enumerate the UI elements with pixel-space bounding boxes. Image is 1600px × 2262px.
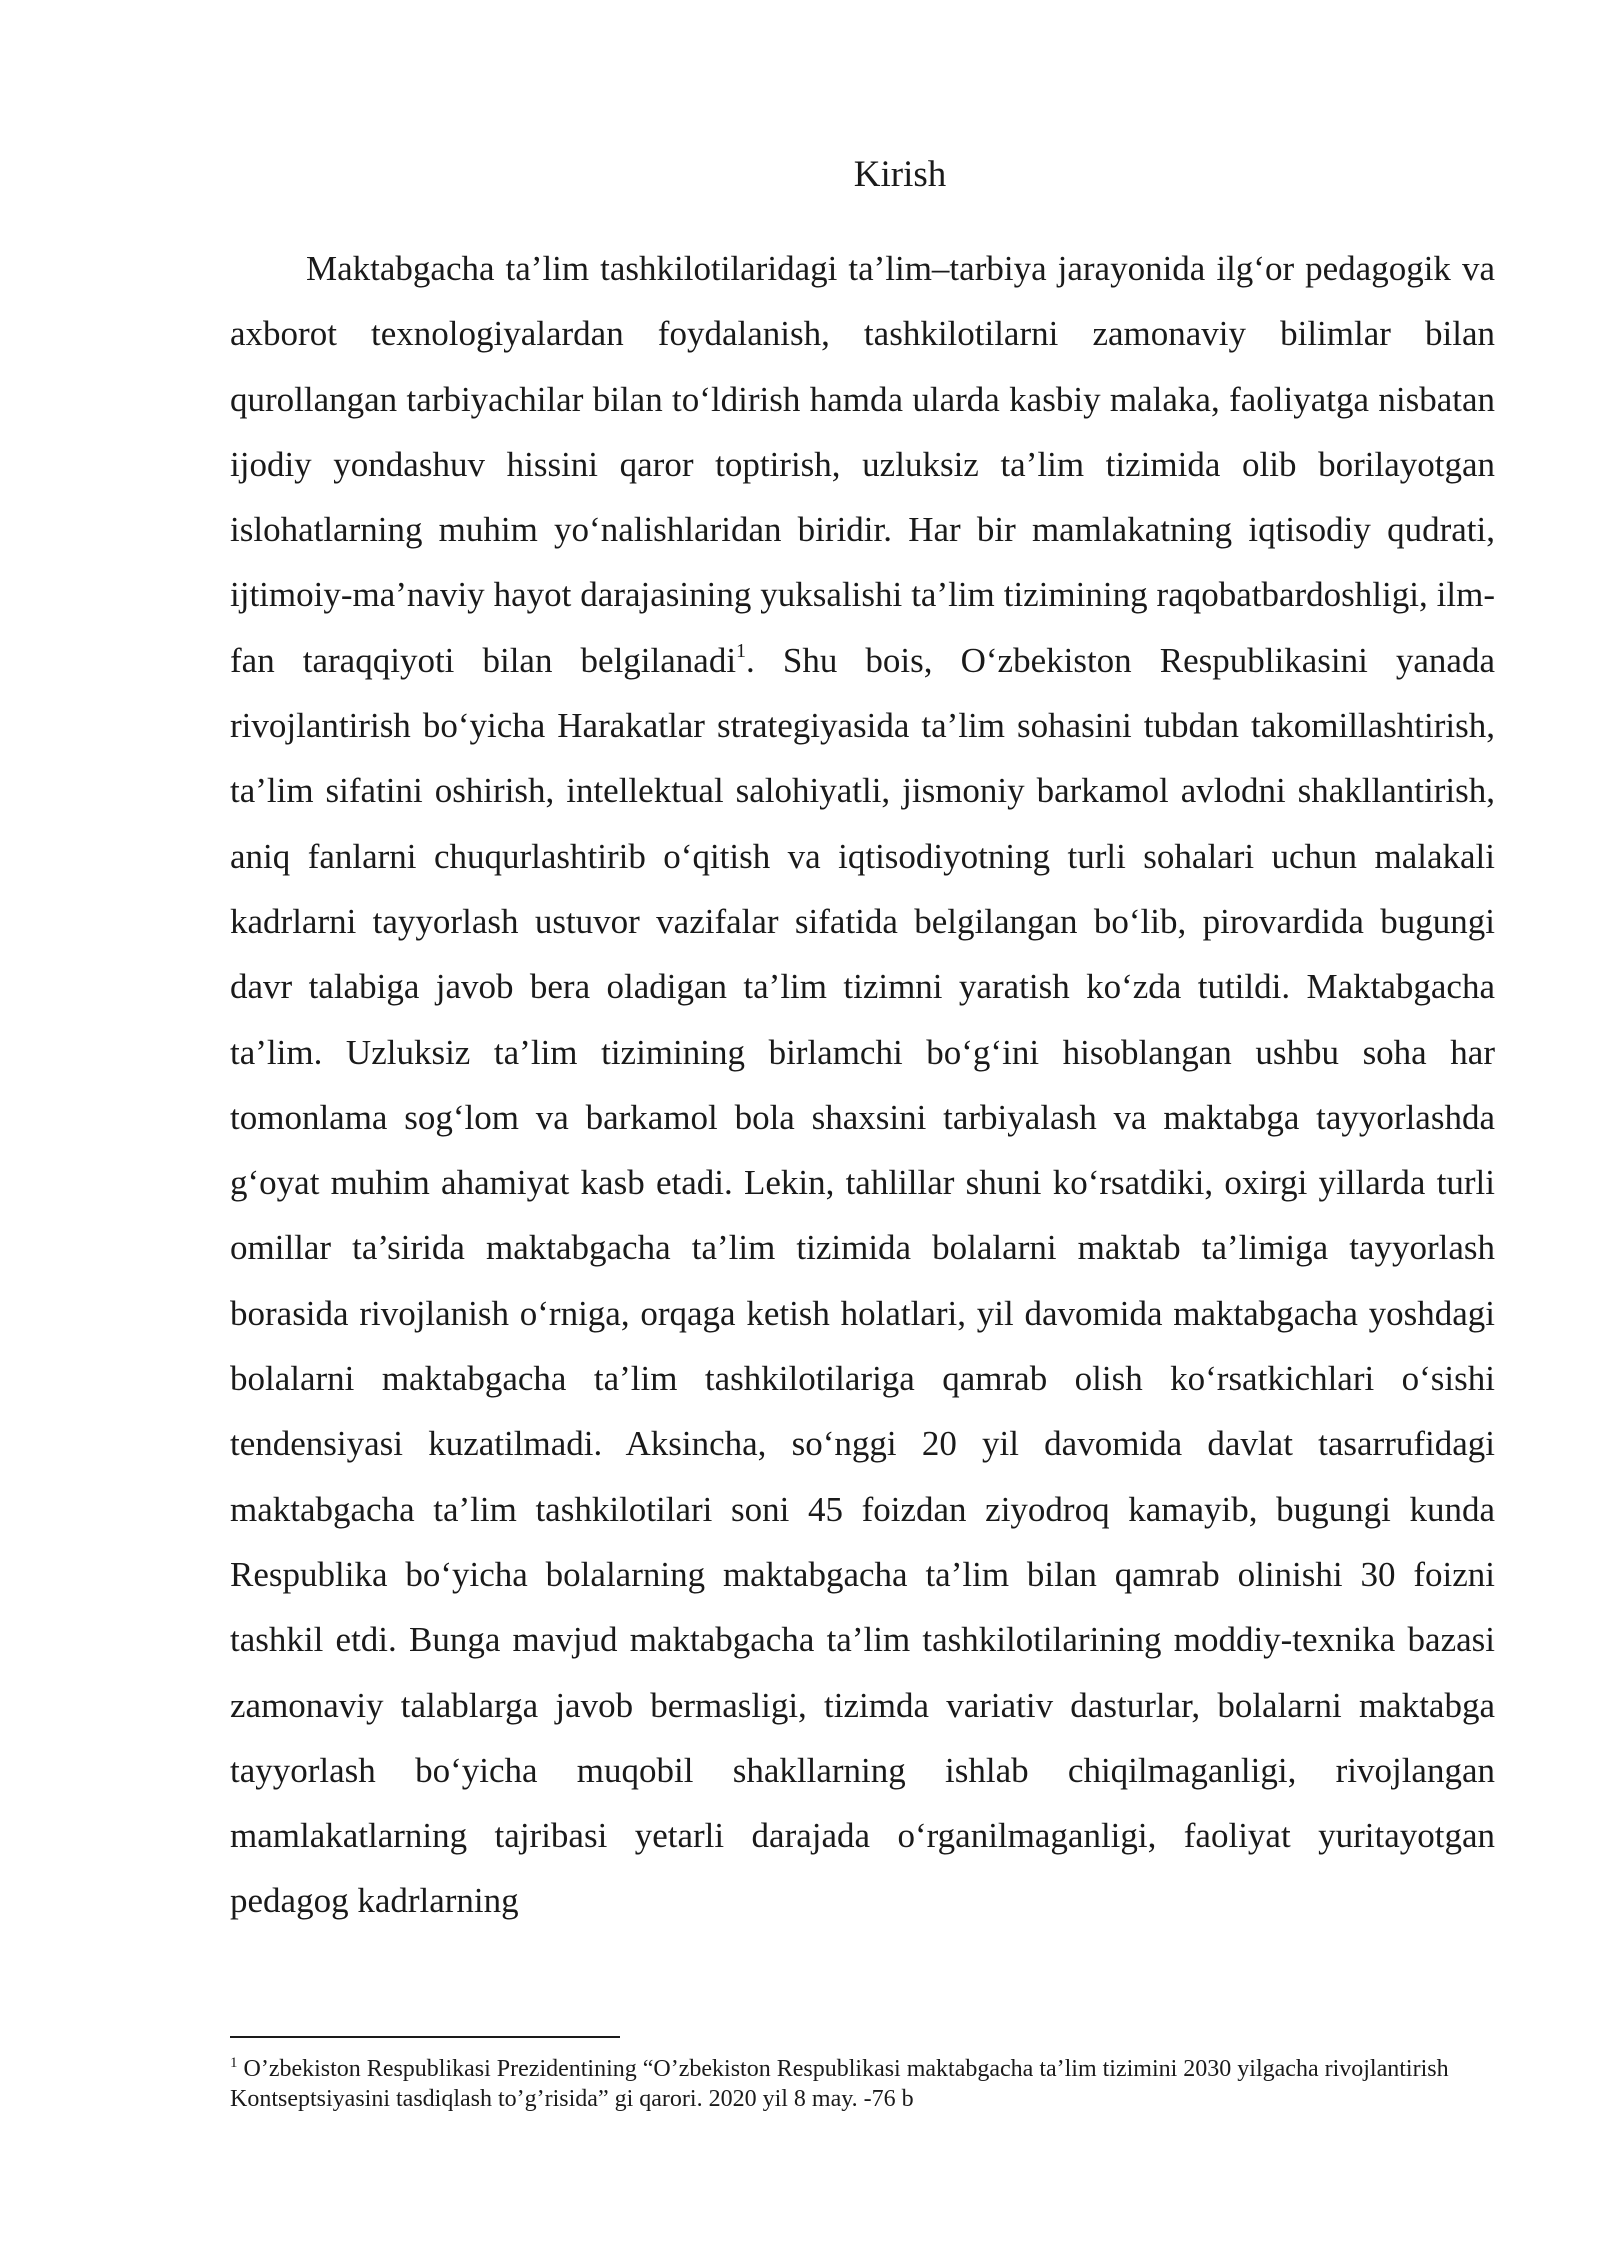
footnote-separator (230, 2036, 620, 2038)
page-heading: Kirish (853, 154, 947, 195)
footnote-reference[interactable]: 1 (736, 640, 747, 663)
footnote-text: O’zbekiston Respublikasi Prezidentining “O’zbekiston Respublikasi maktabgacha ta’lim tizimini 2030 yilgacha rivojlantirish Kontseptsiyasini tasdiqlash to’g’risida” gi qarori. 2020 yil 8 may. -76 b (230, 2056, 1449, 2112)
body-paragraph (230, 236, 1495, 1934)
footnote (230, 2054, 1495, 2114)
footnote-mark: 1 (230, 2055, 238, 2071)
paragraph-text-part-1: Maktabgacha ta’lim tashkilotilaridagi ta’lim–tarbiya jarayonida ilg‘or pedagogik va axborot texnologiyalardan foydalanish, tashkilotilarni zamonaviy bilimlar bilan qurollangan tarbiyachilar bilan to‘ldirish hamda ularda kasbiy malaka, faoliyatga nisbatan ijodiy yondashuv hissini qaror toptirish, uzluksiz ta’lim tizimida olib borilayotgan islohatlarning muhim yo‘nalishlaridan biridir. Har bir mamlakatning iqtisodiy qudrati, ijtimoiy-ma’naviy hayot darajasining yuksalishi ta’lim tizimining raqobatbardoshligi, ilm-fan taraqqiyoti bilan belgilanadi (230, 249, 1495, 680)
paragraph-text-part-2: . Shu bois, O‘zbekiston Respublikasini yanada rivojlantirish bo‘yicha Harakatlar strategiyasida ta’lim sohasini tubdan takomillashtirish, ta’lim sifatini oshirish, intellektual salohiyatli, jismoniy barkamol avlodni shakllantirish, aniq fanlarni chuqurlashtirib o‘qitish va iqtisodiyotning turli sohalari uchun malakali kadrlarni tayyorlash ustuvor vazifalar sifatida belgilangan bo‘lib, pirovardida bugungi davr talabiga javob bera oladigan ta’lim tizimni yaratish ko‘zda tutildi. Maktabgacha ta’lim. Uzluksiz ta’lim tizimining birlamchi bo‘g‘ini hisoblangan ushbu soha har tomonlama sog‘lom va barkamol bola shaxsini tarbiyalash va maktabga tayyorlashda g‘oyat muhim ahamiyat kasb etadi. Lekin, tahlillar shuni ko‘rsatdiki, oxirgi yillarda turli omillar ta’sirida maktabgacha ta’lim tizimida bolalarni maktab ta’limiga tayyorlash borasida rivojlanish o‘rniga, orqaga ketish holatlari, yil davomida maktabgacha yoshdagi bolalarni maktabgacha ta’lim tashkilotilariga qamrab olish ko‘rsatkichlari o‘sishi tendensiyasi kuzatilmadi. Aksincha, so‘nggi 20 yil davomida davlat tasarrufidagi maktabgacha ta’lim tashkilotilari soni 45 foizdan ziyodroq kamayib, bugungi kunda Respublika bo‘yicha bolalarning maktabgacha ta’lim bilan qamrab olinishi 30 foizni tashkil etdi. Bunga mavjud maktabgacha ta’lim tashkilotilarining moddiy-texnika bazasi zamonaviy talablarga javob bermasligi, tizimda variativ dasturlar, bolalarni maktabga tayyorlash bo‘yicha muqobil shakllarning ishlab chiqilmaganligi, rivojlangan mamlakatlarning tajribasi yetarli darajada o‘rganilmaganligi, faoliyat yuritayotgan pedagog kadrlarning (230, 640, 1495, 1921)
